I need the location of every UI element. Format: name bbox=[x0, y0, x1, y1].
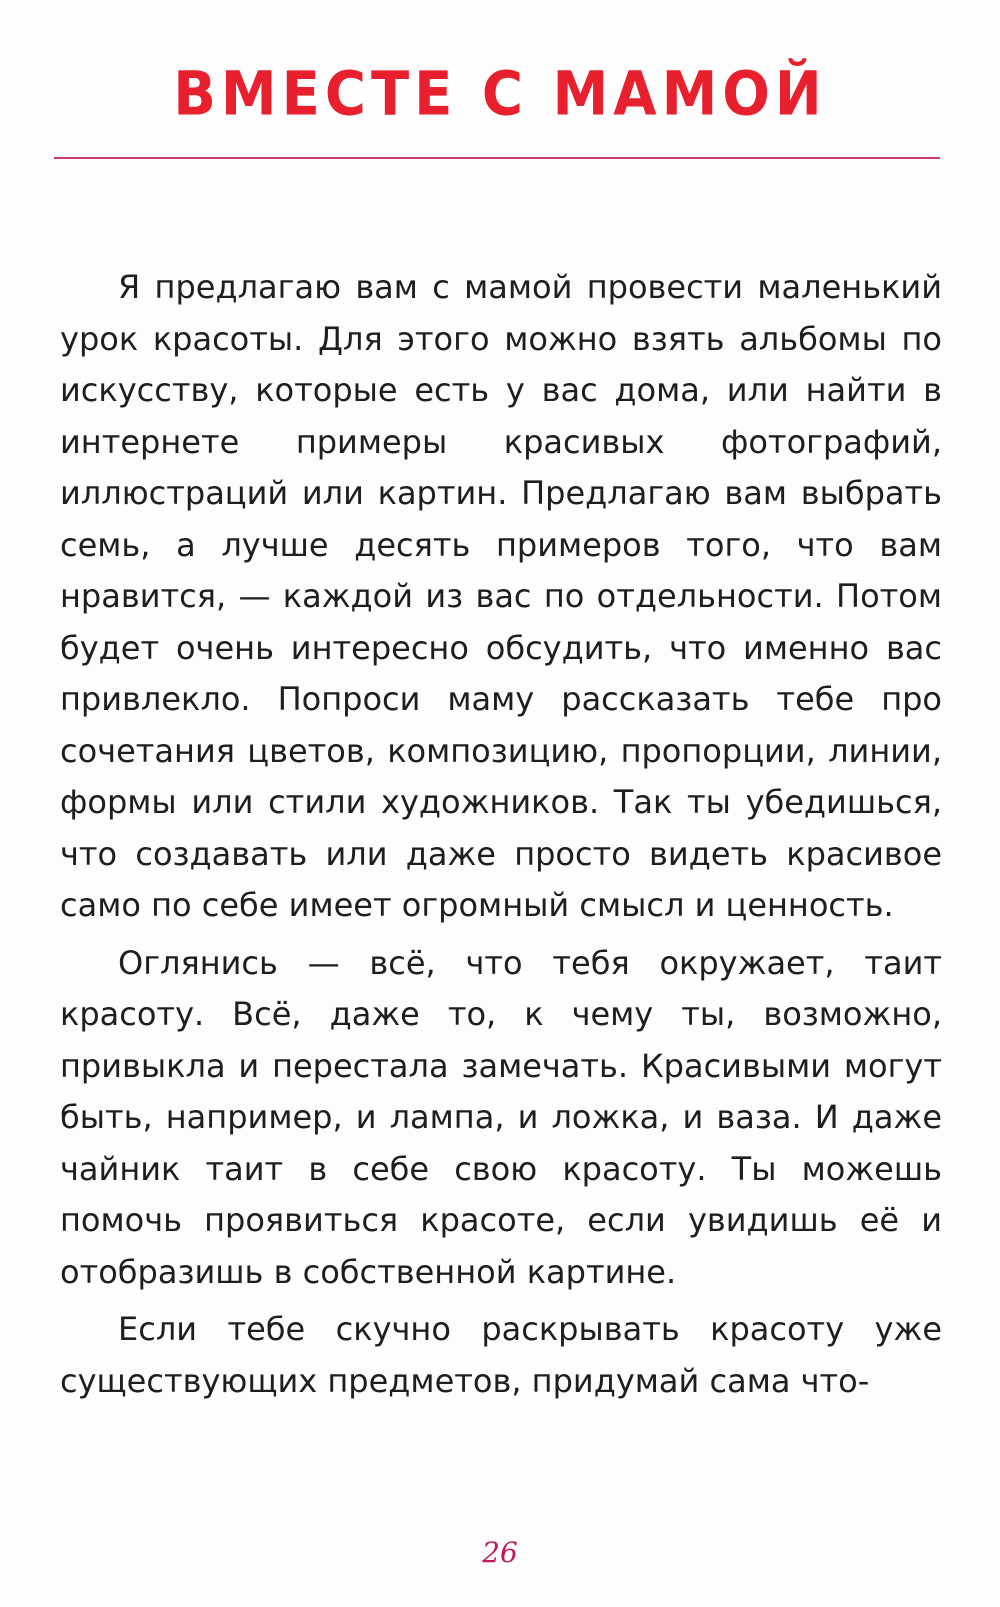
body-text bbox=[60, 262, 942, 1413]
page-number: 26 bbox=[482, 1536, 518, 1569]
paragraph-3: Если тебе скучно раскрывать красоту уже существующих предметов, придумай сама что- bbox=[60, 1310, 942, 1400]
page-title: ВМЕСТЕ С МАМОЙ bbox=[173, 59, 827, 130]
paragraph-1: Я предлагаю вам с мамой провести маленький урок красоты. Для этого можно взять альбомы по искусству, которые есть у вас дома, или найти в интернете примеры красивых фотографий, иллюстраций или картин. Предлагаю вам выбрать семь, а лучше десять примеров того, что вам нравится, — каждой из вас по отдельности. Потом будет очень интересно обсудить, что именно вас привлекло. Попроси маму рассказать тебе про сочетания цветов, композицию, пропорции, линии, формы или стили художников. Так ты убедишься, что создавать или даже просто видеть красивое само по себе имеет огромный смысл и ценность. bbox=[60, 268, 942, 924]
paragraph-2: Оглянись — всё, что тебя окружает, таит красоту. Всё, даже то, к чему ты, возможно, привыкла и перестала замечать. Красивыми могут быть, например, и лампа, и ложка, и ваза. И даже чайник таит в себе свою красоту. Ты можешь помочь проявиться красоте, если увидишь её и отобразишь в собственной картине. bbox=[60, 943, 942, 1291]
title-divider bbox=[54, 157, 940, 159]
